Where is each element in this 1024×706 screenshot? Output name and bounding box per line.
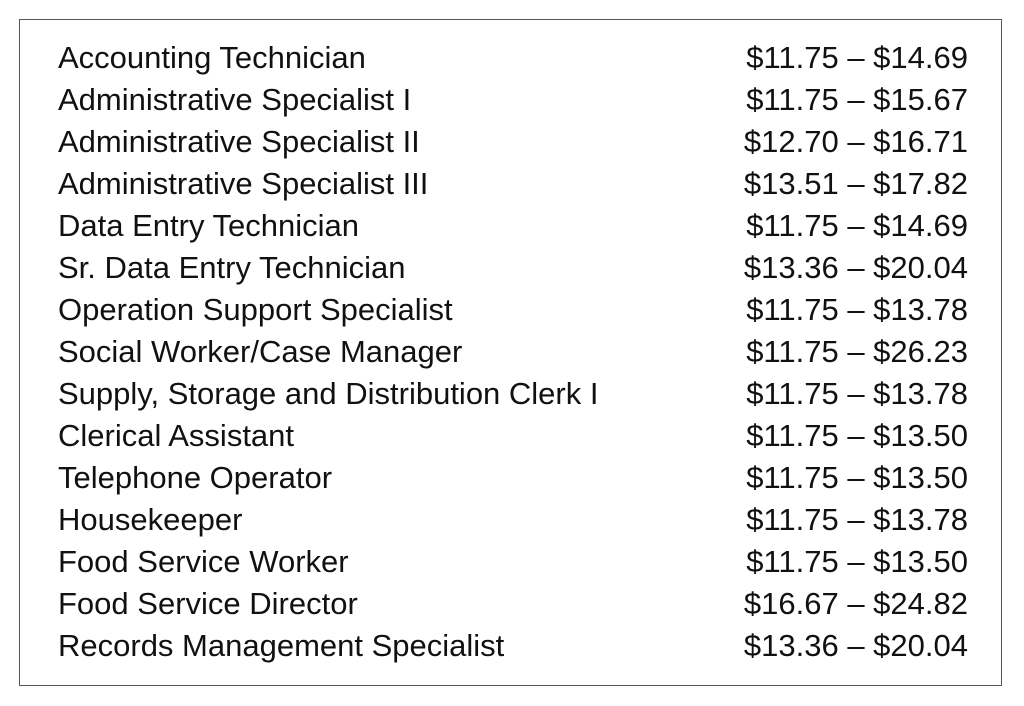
table-row bbox=[58, 415, 968, 457]
pay-range: $13.51 – $17.82 bbox=[743, 166, 968, 201]
pay-range: $11.75 – $13.50 bbox=[746, 418, 968, 453]
job-title: Accounting Technician bbox=[58, 40, 366, 75]
table-row bbox=[58, 625, 968, 667]
pay-range: $16.67 – $24.82 bbox=[743, 586, 968, 621]
pay-range: $12.70 – $16.71 bbox=[743, 124, 968, 159]
table-row bbox=[58, 331, 968, 373]
pay-range: $13.36 – $20.04 bbox=[743, 250, 968, 285]
pay-range: $11.75 – $13.78 bbox=[746, 292, 968, 327]
job-title: Clerical Assistant bbox=[58, 418, 295, 453]
pay-table bbox=[58, 37, 968, 667]
job-title: Telephone Operator bbox=[58, 460, 333, 495]
pay-range: $11.75 – $13.50 bbox=[746, 460, 968, 495]
pay-range: $11.75 – $15.67 bbox=[746, 82, 968, 117]
job-title: Food Service Worker bbox=[58, 544, 349, 579]
job-title: Operation Support Specialist bbox=[58, 292, 453, 327]
job-title: Data Entry Technician bbox=[58, 208, 359, 243]
table-row bbox=[58, 121, 968, 163]
table-row bbox=[58, 499, 968, 541]
job-title: Sr. Data Entry Technician bbox=[58, 250, 406, 285]
pay-range: $11.75 – $14.69 bbox=[746, 40, 968, 75]
pay-range: $13.36 – $20.04 bbox=[743, 628, 968, 663]
table-row bbox=[58, 79, 968, 121]
job-title: Food Service Director bbox=[58, 586, 358, 621]
job-title: Social Worker/Case Manager bbox=[58, 334, 463, 369]
table-row bbox=[58, 247, 968, 289]
table-row bbox=[58, 205, 968, 247]
pay-range: $11.75 – $14.69 bbox=[746, 208, 968, 243]
job-title: Administrative Specialist I bbox=[58, 82, 412, 117]
pay-range: $11.75 – $26.23 bbox=[746, 334, 968, 369]
table-row bbox=[58, 373, 968, 415]
job-title: Housekeeper bbox=[58, 502, 243, 537]
table-row bbox=[58, 163, 968, 205]
pay-range: $11.75 – $13.50 bbox=[746, 544, 968, 579]
table-row bbox=[58, 541, 968, 583]
table-row bbox=[58, 457, 968, 499]
pay-range: $11.75 – $13.78 bbox=[746, 376, 968, 411]
job-title: Administrative Specialist III bbox=[58, 166, 429, 201]
pay-range: $11.75 – $13.78 bbox=[746, 502, 968, 537]
table-row bbox=[58, 583, 968, 625]
table-row bbox=[58, 37, 968, 79]
job-title: Administrative Specialist II bbox=[58, 124, 420, 159]
pay-table-frame bbox=[19, 19, 1002, 686]
table-row bbox=[58, 289, 968, 331]
job-title: Supply, Storage and Distribution Clerk I bbox=[58, 376, 599, 411]
job-title: Records Management Specialist bbox=[58, 628, 505, 663]
